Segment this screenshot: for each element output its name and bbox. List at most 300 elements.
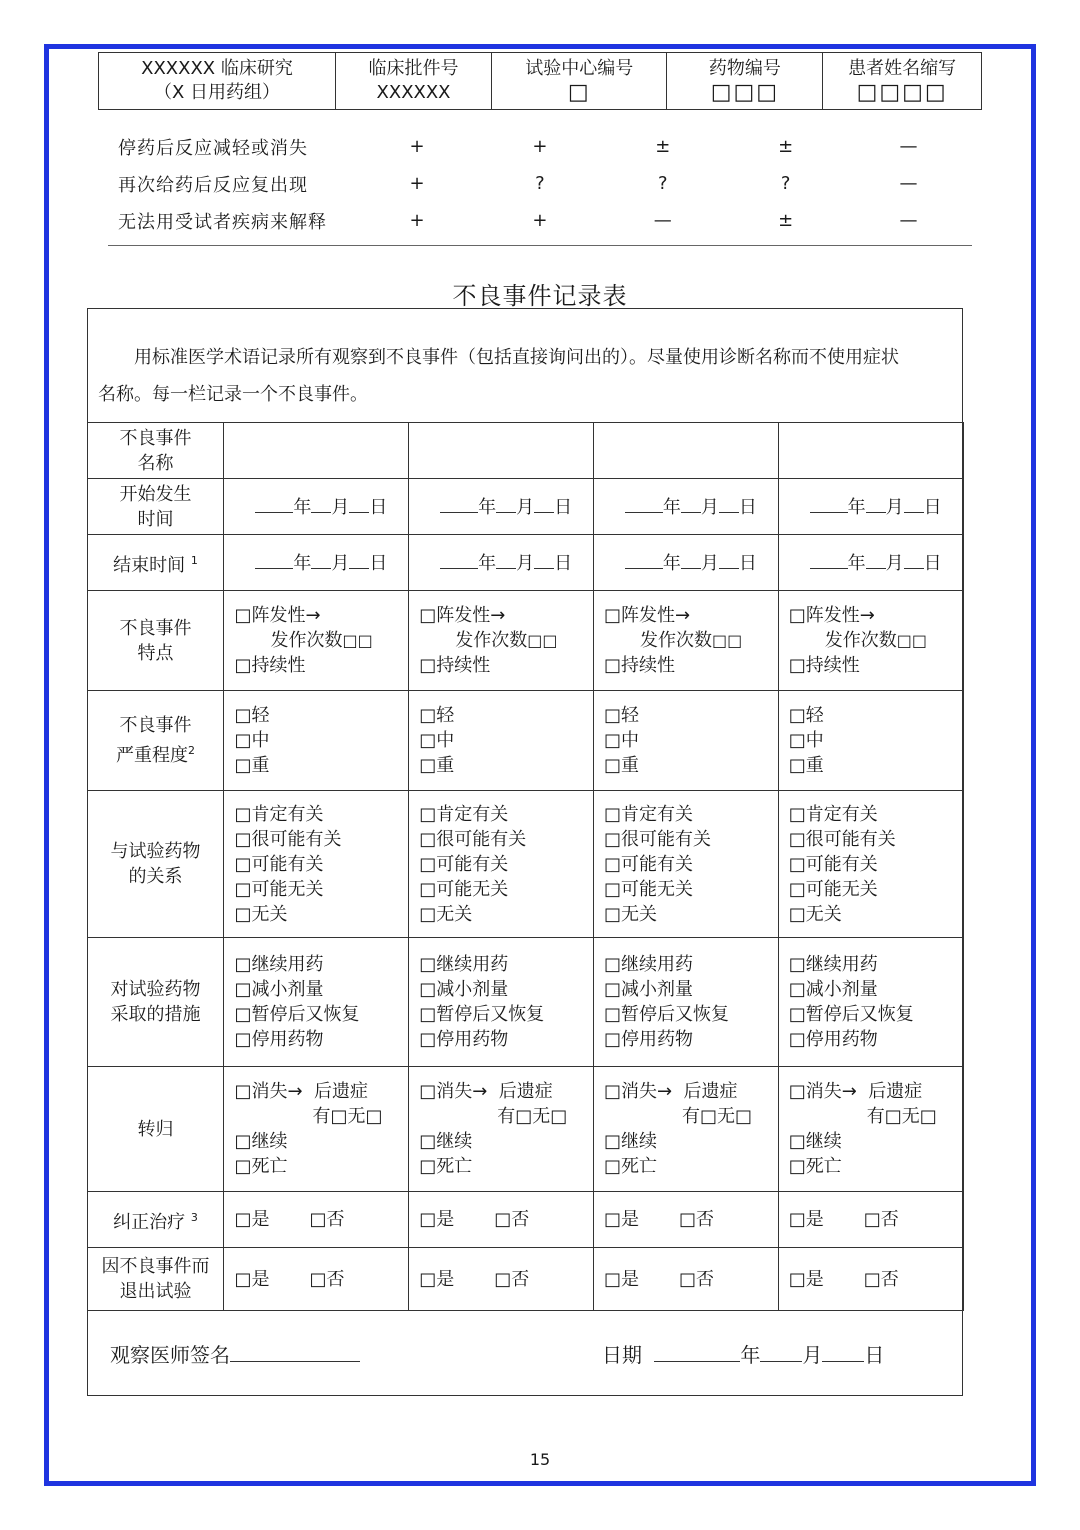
drug-number-boxes[interactable]: □□□ — [710, 80, 780, 105]
day-field[interactable] — [719, 494, 739, 513]
row-label-line: 纠正治疗 — [113, 1211, 186, 1233]
patient-cell — [823, 53, 982, 110]
attack-count — [789, 628, 963, 653]
attack-count-label: 发作次数 — [639, 630, 712, 651]
possibly-unrelated-checkbox[interactable]: □可能无关 — [419, 878, 509, 900]
feature-options — [409, 591, 594, 691]
action-options — [224, 938, 409, 1067]
form-instructions — [88, 309, 962, 423]
event-name-field[interactable] — [593, 423, 778, 479]
row-label-line: 不良事件 — [119, 427, 192, 449]
death-checkbox[interactable]: □死亡 — [419, 1156, 473, 1177]
event-name-field[interactable] — [409, 423, 594, 479]
yes-checkbox[interactable]: □是 — [419, 1209, 455, 1230]
action-options — [593, 938, 778, 1067]
sequelae-yes-checkbox[interactable]: 有□ — [312, 1106, 348, 1127]
pause-resume-checkbox[interactable]: □暂停后又恢复 — [234, 1004, 360, 1025]
mild-checkbox[interactable]: □轻 — [603, 705, 639, 726]
day-unit: 日 — [554, 496, 573, 518]
yes-checkbox[interactable]: □是 — [603, 1268, 639, 1290]
relation-options — [409, 791, 594, 938]
attack-count — [604, 628, 778, 653]
attack-count — [234, 628, 408, 653]
no-checkbox[interactable]: □否 — [679, 1209, 715, 1230]
definite-checkbox[interactable]: □肯定有关 — [419, 803, 509, 825]
continuing-checkbox[interactable]: □继续 — [234, 1131, 288, 1152]
severity-options — [224, 691, 409, 791]
resolved-checkbox[interactable]: □消失→ — [234, 1081, 303, 1102]
death-checkbox[interactable]: □死亡 — [234, 1156, 288, 1177]
mild-checkbox[interactable]: □轻 — [419, 705, 455, 726]
day-unit: 日 — [369, 496, 388, 518]
day-unit: 日 — [738, 552, 757, 574]
definite-checkbox[interactable]: □肯定有关 — [603, 803, 693, 825]
possible-checkbox[interactable]: □可能有关 — [234, 853, 324, 875]
study-header-table — [98, 52, 982, 110]
row-label — [87, 591, 224, 691]
severity-options — [778, 691, 963, 791]
attack-count-label: 发作次数 — [824, 630, 897, 651]
sign-day-field[interactable] — [822, 1339, 864, 1362]
causality-row — [110, 202, 970, 239]
causality-value: + — [409, 210, 425, 231]
causality-table — [110, 128, 970, 239]
no-checkbox[interactable]: □否 — [309, 1268, 345, 1290]
mild-checkbox[interactable]: □轻 — [234, 705, 270, 726]
continue-drug-checkbox[interactable]: □继续用药 — [788, 954, 878, 975]
end-date-field[interactable] — [224, 535, 409, 591]
causality-value: + — [532, 136, 548, 157]
unrelated-checkbox[interactable]: □无关 — [603, 903, 657, 925]
year-unit: 年 — [662, 496, 681, 518]
severe-checkbox[interactable]: □重 — [788, 755, 824, 776]
attack-count-label: 发作次数 — [270, 630, 343, 651]
row-label-line: 特点 — [137, 642, 174, 664]
row-label-line: 与试验药物 — [110, 841, 201, 862]
year-field[interactable] — [810, 550, 848, 569]
attack-count-boxes[interactable]: □□ — [342, 631, 373, 650]
probable-checkbox[interactable]: □很可能有关 — [603, 828, 711, 850]
possibly-unrelated-checkbox[interactable]: □可能无关 — [234, 878, 324, 900]
year-unit: 年 — [662, 552, 681, 574]
drug-cell — [667, 53, 823, 110]
month-unit: 月 — [885, 496, 904, 518]
sequelae-no-checkbox[interactable]: 无□ — [347, 1106, 383, 1127]
row-corrective-treatment — [87, 1192, 963, 1248]
row-label-line: 开始发生 — [119, 483, 192, 505]
row-severity — [87, 691, 963, 791]
year-unit: 年 — [740, 1343, 761, 1367]
death-checkbox[interactable]: □死亡 — [788, 1156, 842, 1177]
row-label — [87, 691, 224, 791]
persistent-checkbox[interactable]: □持续性 — [234, 655, 306, 676]
sequelae-yes-checkbox[interactable]: 有□ — [866, 1106, 902, 1127]
month-field[interactable] — [496, 494, 516, 513]
sequelae-yes-checkbox[interactable]: 有□ — [497, 1106, 533, 1127]
death-checkbox[interactable]: □死亡 — [603, 1156, 657, 1177]
possible-checkbox[interactable]: □可能有关 — [788, 853, 878, 875]
start-date-field[interactable] — [778, 479, 963, 535]
day-field[interactable] — [719, 550, 739, 569]
sign-month-field[interactable] — [760, 1339, 802, 1362]
year-field[interactable] — [625, 494, 663, 513]
row-event-feature — [87, 591, 963, 691]
severity-options — [409, 691, 594, 791]
withdraw-options — [778, 1248, 963, 1311]
month-unit: 月 — [802, 1343, 823, 1367]
outcome-resolved — [789, 1079, 963, 1104]
signature-label: 观察医师签名 — [110, 1343, 230, 1367]
page-number: 15 — [529, 1450, 551, 1469]
attack-count-label: 发作次数 — [455, 630, 528, 651]
form-title: 不良事件记录表 — [452, 282, 628, 310]
signature-block — [110, 1339, 360, 1368]
row-label-line: 不良事件 — [119, 617, 192, 639]
start-date-field[interactable] — [224, 479, 409, 535]
stop-drug-checkbox[interactable]: □停用药物 — [419, 1029, 509, 1050]
year-unit: 年 — [478, 552, 497, 574]
center-label: 试验中心编号 — [525, 58, 634, 79]
continue-drug-checkbox[interactable]: □继续用药 — [419, 954, 509, 975]
adverse-event-form — [87, 308, 963, 1396]
treatment-options — [778, 1192, 963, 1248]
end-date-field[interactable] — [593, 535, 778, 591]
unrelated-checkbox[interactable]: □无关 — [419, 903, 473, 925]
causality-row — [110, 165, 970, 202]
row-outcome — [87, 1067, 963, 1192]
persistent-checkbox[interactable]: □持续性 — [419, 655, 491, 676]
year-unit: 年 — [293, 552, 312, 574]
day-unit: 日 — [554, 552, 573, 574]
row-label — [87, 1192, 224, 1248]
patient-initials-boxes[interactable]: □□□□ — [856, 80, 948, 105]
no-checkbox[interactable]: □否 — [494, 1268, 530, 1290]
continue-drug-checkbox[interactable]: □继续用药 — [603, 954, 693, 975]
month-field[interactable] — [866, 550, 886, 569]
month-field[interactable] — [496, 550, 516, 569]
outcome-resolved — [604, 1079, 778, 1104]
continuing-checkbox[interactable]: □继续 — [419, 1131, 473, 1152]
feature-options — [593, 591, 778, 691]
paroxysmal-checkbox[interactable]: □阵发性→ — [603, 605, 691, 626]
footnote-marker: 1 — [190, 553, 198, 567]
causality-value: — — [899, 173, 918, 194]
batch-cell — [336, 53, 492, 110]
day-unit: 日 — [923, 496, 942, 518]
no-checkbox[interactable]: □否 — [679, 1268, 715, 1290]
causality-value: — — [899, 136, 918, 157]
no-checkbox[interactable]: □否 — [494, 1209, 530, 1230]
row-event-name — [87, 423, 963, 479]
row-label — [87, 535, 224, 591]
causality-value: + — [532, 210, 548, 231]
moderate-checkbox[interactable]: □中 — [234, 730, 270, 751]
event-name-field[interactable] — [224, 423, 409, 479]
center-cell — [492, 53, 667, 110]
sequelae-label: 后遗症 — [868, 1081, 923, 1102]
instructions-line-1: 用标准医学术语记录所有观察到不良事件（包括直接询问出的）。尽量使用诊断名称而不使用症状 — [134, 347, 899, 368]
definite-checkbox[interactable]: □肯定有关 — [234, 803, 324, 825]
year-field[interactable] — [625, 550, 663, 569]
month-unit: 月 — [516, 552, 535, 574]
outcome-options — [224, 1067, 409, 1192]
relation-options — [224, 791, 409, 938]
row-label — [87, 1248, 224, 1311]
row-label-line: 结束时间 — [113, 554, 186, 576]
month-unit: 月 — [331, 496, 350, 518]
day-unit: 日 — [738, 496, 757, 518]
severe-checkbox[interactable]: □重 — [603, 755, 639, 776]
sequelae-no-checkbox[interactable]: 无□ — [717, 1106, 753, 1127]
withdraw-options — [409, 1248, 594, 1311]
causality-value: — — [899, 210, 918, 231]
reduce-dose-checkbox[interactable]: □减小剂量 — [234, 979, 324, 1000]
month-unit: 月 — [700, 552, 719, 574]
sequelae-label: 后遗症 — [498, 1081, 553, 1102]
causality-label: 再次给药后反应复出现 — [118, 174, 308, 196]
causality-value: ? — [658, 173, 668, 194]
row-action-taken — [87, 938, 963, 1067]
causality-value: + — [409, 136, 425, 157]
row-withdrawal — [87, 1248, 963, 1311]
persistent-checkbox[interactable]: □持续性 — [603, 655, 675, 676]
year-field[interactable] — [255, 494, 293, 513]
row-label — [87, 938, 224, 1067]
reduce-dose-checkbox[interactable]: □减小剂量 — [419, 979, 509, 1000]
study-group: （X 日用药组） — [153, 82, 281, 103]
paroxysmal-checkbox[interactable]: □阵发性→ — [788, 605, 875, 626]
moderate-checkbox[interactable]: □中 — [603, 730, 639, 751]
footnote-marker: 2 — [187, 744, 195, 757]
day-unit: 日 — [923, 552, 942, 574]
month-field[interactable] — [311, 494, 331, 513]
sequelae-label: 后遗症 — [683, 1081, 738, 1102]
row-label-text: 严重程度 — [115, 745, 188, 766]
row-label-line: 名称 — [137, 452, 174, 474]
causality-value: — — [653, 210, 672, 231]
yes-checkbox[interactable]: □是 — [419, 1268, 455, 1290]
resolved-checkbox[interactable]: □消失→ — [603, 1081, 673, 1102]
month-field[interactable] — [311, 550, 331, 569]
reduce-dose-checkbox[interactable]: □减小剂量 — [603, 979, 693, 1000]
outcome-options — [409, 1067, 594, 1192]
mild-checkbox[interactable]: □轻 — [788, 705, 824, 726]
outcome-resolved — [234, 1079, 408, 1104]
row-label-line: 转归 — [137, 1118, 174, 1140]
day-field[interactable] — [904, 550, 924, 569]
sequelae-options — [789, 1104, 963, 1129]
row-label-line: 退出试验 — [119, 1281, 192, 1302]
continuing-checkbox[interactable]: □继续 — [788, 1131, 842, 1152]
resolved-checkbox[interactable]: □消失→ — [788, 1081, 857, 1102]
year-field[interactable] — [440, 550, 478, 569]
center-number-boxes[interactable]: □ — [567, 80, 591, 105]
action-options — [409, 938, 594, 1067]
month-field[interactable] — [866, 494, 886, 513]
stop-drug-checkbox[interactable]: □停用药物 — [234, 1029, 324, 1050]
definite-checkbox[interactable]: □肯定有关 — [788, 803, 878, 825]
severity-options — [593, 691, 778, 791]
row-label-line: 时间 — [137, 508, 174, 530]
reduce-dose-checkbox[interactable]: □减小剂量 — [788, 979, 878, 1000]
severe-checkbox[interactable]: □重 — [419, 755, 455, 776]
year-field[interactable] — [255, 550, 293, 569]
year-unit: 年 — [847, 552, 866, 574]
yes-checkbox[interactable]: □是 — [788, 1268, 824, 1290]
relation-options — [593, 791, 778, 938]
possible-checkbox[interactable]: □可能有关 — [419, 853, 509, 875]
year-field[interactable] — [440, 494, 478, 513]
adverse-event-grid — [87, 422, 964, 1311]
outcome-resolved — [419, 1079, 593, 1104]
stop-drug-checkbox[interactable]: □停用药物 — [603, 1029, 693, 1050]
outcome-options — [778, 1067, 963, 1192]
feature-options — [778, 591, 963, 691]
sequelae-options — [604, 1104, 778, 1129]
causality-label: 无法用受试者疾病来解释 — [118, 211, 327, 233]
pause-resume-checkbox[interactable]: □暂停后又恢复 — [603, 1004, 729, 1025]
row-label-line: 采取的措施 — [110, 1004, 201, 1025]
start-date-field[interactable] — [593, 479, 778, 535]
unrelated-checkbox[interactable]: □无关 — [234, 903, 288, 925]
start-date-field[interactable] — [409, 479, 594, 535]
batch-value: XXXXXX — [376, 82, 451, 103]
no-checkbox[interactable]: □否 — [863, 1209, 899, 1230]
attack-count-boxes[interactable]: □□ — [896, 631, 927, 650]
year-field[interactable] — [810, 494, 848, 513]
causality-value: + — [409, 173, 425, 194]
possibly-unrelated-checkbox[interactable]: □可能无关 — [788, 878, 878, 900]
sequelae-no-checkbox[interactable]: 无□ — [532, 1106, 568, 1127]
moderate-checkbox[interactable]: □中 — [419, 730, 455, 751]
month-field[interactable] — [681, 494, 701, 513]
sequelae-options — [419, 1104, 593, 1129]
causality-value: ? — [535, 173, 545, 194]
probable-checkbox[interactable]: □很可能有关 — [234, 828, 342, 850]
end-date-field[interactable] — [409, 535, 594, 591]
month-unit: 月 — [516, 496, 535, 518]
causality-value: ? — [780, 173, 791, 194]
day-field[interactable] — [904, 494, 924, 513]
day-field[interactable] — [349, 550, 369, 569]
causality-row — [110, 128, 970, 165]
study-name-cell — [99, 53, 336, 110]
day-unit: 日 — [369, 552, 388, 574]
year-unit: 年 — [478, 496, 497, 518]
sign-year-field[interactable] — [654, 1339, 740, 1362]
year-unit: 年 — [847, 496, 866, 518]
moderate-checkbox[interactable]: □中 — [788, 730, 824, 751]
causality-value: ± — [778, 210, 794, 231]
no-checkbox[interactable]: □否 — [309, 1209, 345, 1230]
attack-count-boxes[interactable]: □□ — [527, 631, 558, 650]
yes-checkbox[interactable]: □是 — [788, 1209, 824, 1230]
end-date-field[interactable] — [778, 535, 963, 591]
month-field[interactable] — [681, 550, 701, 569]
study-name: XXXXXX 临床研究 — [141, 58, 293, 79]
sign-date-label: 日期 — [602, 1343, 642, 1367]
sequelae-options — [234, 1104, 408, 1129]
outcome-options — [593, 1067, 778, 1192]
probable-checkbox[interactable]: □很可能有关 — [419, 828, 527, 850]
yes-checkbox[interactable]: □是 — [603, 1209, 639, 1230]
probable-checkbox[interactable]: □很可能有关 — [788, 828, 896, 850]
causality-label: 停药后反应减轻或消失 — [118, 137, 308, 159]
day-field[interactable] — [534, 550, 554, 569]
causality-divider — [108, 245, 972, 246]
batch-label: 临床批件号 — [368, 58, 459, 79]
pause-resume-checkbox[interactable]: □暂停后又恢复 — [788, 1004, 914, 1025]
attack-count — [419, 628, 593, 653]
row-label-line — [88, 738, 224, 768]
row-label — [87, 423, 224, 479]
feature-options — [224, 591, 409, 691]
causality-value: ± — [778, 136, 794, 157]
instructions-line-2: 名称。每一栏记录一个不良事件。 — [98, 384, 368, 405]
paroxysmal-checkbox[interactable]: □阵发性→ — [419, 605, 506, 626]
possibly-unrelated-checkbox[interactable]: □可能无关 — [603, 878, 693, 900]
sequelae-no-checkbox[interactable]: 无□ — [901, 1106, 937, 1127]
month-unit: 月 — [885, 552, 904, 574]
paroxysmal-checkbox[interactable]: □阵发性→ — [234, 605, 321, 626]
pause-resume-checkbox[interactable]: □暂停后又恢复 — [419, 1004, 545, 1025]
action-options — [778, 938, 963, 1067]
patient-label: 患者姓名缩写 — [848, 58, 957, 79]
signature-field[interactable] — [230, 1339, 360, 1362]
row-label-line: 的关系 — [128, 866, 183, 887]
yes-checkbox[interactable]: □是 — [234, 1209, 270, 1230]
attack-count-boxes[interactable]: □□ — [711, 631, 743, 650]
row-label — [87, 479, 224, 535]
sequelae-yes-checkbox[interactable]: 有□ — [681, 1106, 717, 1127]
row-label-line: 不良事件 — [119, 715, 192, 736]
drug-label: 药物编号 — [708, 58, 781, 79]
severe-checkbox[interactable]: □重 — [234, 755, 270, 776]
unrelated-checkbox[interactable]: □无关 — [788, 903, 842, 925]
row-start-time — [87, 479, 963, 535]
treatment-options — [224, 1192, 409, 1248]
event-name-field[interactable] — [778, 423, 963, 479]
month-unit: 月 — [331, 552, 350, 574]
sequelae-label: 后遗症 — [314, 1081, 369, 1102]
day-field[interactable] — [534, 494, 554, 513]
continue-drug-checkbox[interactable]: □继续用药 — [234, 954, 324, 975]
withdraw-options — [593, 1248, 778, 1311]
row-label — [87, 791, 224, 938]
yes-checkbox[interactable]: □是 — [234, 1268, 270, 1290]
causality-value: ± — [655, 136, 671, 157]
no-checkbox[interactable]: □否 — [863, 1268, 899, 1290]
day-unit: 日 — [864, 1343, 885, 1367]
row-label — [87, 1067, 224, 1192]
continuing-checkbox[interactable]: □继续 — [603, 1131, 657, 1152]
resolved-checkbox[interactable]: □消失→ — [419, 1081, 488, 1102]
day-field[interactable] — [349, 494, 369, 513]
row-end-time — [87, 535, 963, 591]
year-unit: 年 — [293, 496, 312, 518]
signature-area — [88, 1309, 962, 1395]
row-drug-relation — [87, 791, 963, 938]
relation-options — [778, 791, 963, 938]
treatment-options — [409, 1192, 594, 1248]
row-label-line: 因不良事件而 — [101, 1256, 210, 1277]
sign-date-block — [602, 1339, 884, 1368]
row-label-line: 对试验药物 — [110, 979, 201, 1000]
persistent-checkbox[interactable]: □持续性 — [788, 655, 860, 676]
treatment-options — [593, 1192, 778, 1248]
stop-drug-checkbox[interactable]: □停用药物 — [788, 1029, 878, 1050]
possible-checkbox[interactable]: □可能有关 — [603, 853, 693, 875]
